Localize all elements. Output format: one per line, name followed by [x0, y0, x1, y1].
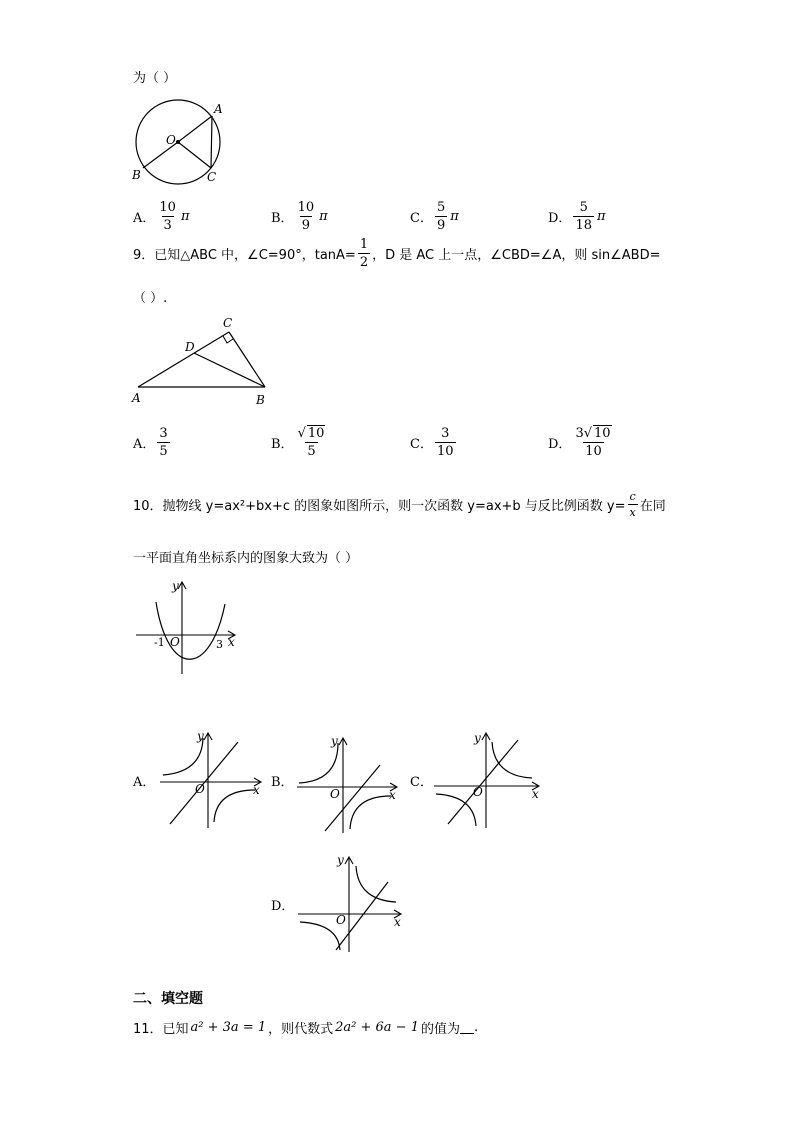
- q10-stem: [133, 491, 666, 518]
- q10-stem-part1: 10．抛物线 y=ax²+bx+c 的图象如图所示，则一次函数 y=ax+b 与反比例函数 y=: [133, 499, 626, 514]
- center-point: [176, 140, 180, 144]
- label-origin: O: [170, 635, 180, 649]
- q9-stem-line2: （ ）.: [133, 291, 168, 306]
- q10-option-a-graph: [158, 728, 268, 830]
- sqrt-sign: √: [583, 426, 593, 441]
- label-root-right: 3: [216, 638, 223, 651]
- q9-option-b[interactable]: [271, 427, 329, 458]
- sqrt-sign: √: [297, 426, 306, 441]
- radius-oc: [178, 142, 211, 168]
- label-origin: O: [330, 787, 340, 801]
- q10-stem-line2: 一平面直角坐标系内的图象大致为（ ）: [133, 551, 359, 566]
- q9-option-c[interactable]: [410, 427, 458, 458]
- label-x: x: [532, 787, 539, 801]
- right-angle-mark: [223, 336, 233, 343]
- side-ac: [138, 332, 229, 387]
- q11-equation: a² + 3a = 1: [190, 1020, 267, 1035]
- q8-option-a[interactable]: [133, 201, 189, 232]
- q10-option-c-graph: [432, 728, 547, 830]
- hyperbola-upper-left: [163, 738, 203, 775]
- answer-blank[interactable]: [460, 1021, 474, 1034]
- label-origin: O: [195, 782, 205, 796]
- hyperbola-upper-left: [299, 743, 338, 783]
- q8-option-c[interactable]: [410, 201, 459, 232]
- label-origin: O: [473, 785, 483, 799]
- q9-stem-part2: ，D 是 AC 上一点，∠CBD=∠A，则 sin∠ABD=: [372, 248, 661, 263]
- label-x: x: [389, 788, 396, 802]
- option-label: B．: [271, 775, 294, 790]
- label-x: x: [228, 635, 235, 649]
- fraction: $\frac{5}{18}$: [575, 200, 592, 233]
- fraction: $\frac{5}{9}$: [436, 200, 446, 233]
- q10-parabola-figure: [130, 578, 245, 678]
- label-y: y: [197, 729, 204, 743]
- q8-option-d[interactable]: [548, 201, 606, 232]
- fraction: $\frac{3}{10}$: [436, 426, 454, 459]
- label-o: O: [166, 133, 176, 147]
- q11-middle: ，则代数式: [268, 1022, 334, 1037]
- q10-option-d-graph: [296, 852, 408, 954]
- label-d: D: [185, 340, 195, 354]
- label-y: y: [172, 579, 179, 593]
- option-label: A．: [133, 775, 156, 790]
- q8-option-b[interactable]: [271, 201, 328, 232]
- label-c: C: [207, 170, 217, 184]
- fraction: $\frac{10}{9}$: [297, 200, 315, 233]
- q11-end: .: [474, 1020, 479, 1035]
- fraction: $\frac{√ 10}{5}$: [297, 426, 325, 459]
- fraction: $\frac{3√ 10}{10}$: [575, 426, 611, 459]
- option-label: C．: [410, 211, 433, 226]
- q11-expression: 2a² + 6a − 1: [335, 1020, 419, 1035]
- option-label: D．: [548, 437, 572, 452]
- hyperbola-lower-right: [214, 790, 255, 822]
- parabola-curve: [156, 602, 225, 659]
- section-title: 二、填空题: [133, 991, 203, 1007]
- option-label: B．: [271, 437, 294, 452]
- option-label: C．: [410, 775, 433, 790]
- label-b: B: [256, 393, 265, 407]
- pi-symbol: π: [319, 209, 328, 224]
- radius-oa: [178, 116, 212, 142]
- q11-suffix: 的值为: [420, 1022, 460, 1037]
- q10-option-b-graph: [295, 733, 405, 835]
- hyperbola-lower-left: [436, 794, 476, 826]
- label-a: A: [214, 102, 223, 116]
- q10-option-d[interactable]: [271, 895, 294, 914]
- label-y: y: [331, 734, 338, 748]
- fraction: $\frac{10}{3}$: [159, 200, 176, 233]
- hyperbola-lower-right: [350, 796, 391, 829]
- option-label: D．: [271, 899, 295, 914]
- label-y: y: [474, 731, 481, 745]
- q10-option-c[interactable]: [410, 771, 433, 790]
- label-y: y: [337, 853, 344, 867]
- cx-fraction: $\frac{c}{x}$: [629, 490, 636, 519]
- q11-prefix: 11．已知: [133, 1022, 189, 1037]
- q9-stem: [133, 238, 660, 269]
- q11-stem: [133, 1018, 478, 1037]
- label-x: x: [253, 783, 260, 797]
- label-origin: O: [336, 913, 346, 927]
- option-label: A．: [133, 211, 156, 226]
- label-x: x: [394, 915, 401, 929]
- option-label: A．: [133, 437, 156, 452]
- label-b: B: [132, 168, 141, 182]
- chord-ac: [211, 116, 212, 168]
- label-root-left: -1: [154, 636, 165, 649]
- q8-circle-figure: [128, 97, 228, 187]
- pi-symbol: π: [450, 209, 459, 224]
- q9-stem-part1: 9．已知△ABC 中，∠C=90°，tanA=: [133, 248, 356, 263]
- q9-triangle-figure: [128, 312, 278, 410]
- tan-fraction: $\frac{1}{2}$: [359, 237, 369, 270]
- q10-stem-part2: 在同: [639, 499, 666, 514]
- line-ax-b: [448, 740, 518, 824]
- q10-option-b[interactable]: [271, 771, 294, 790]
- option-label: C．: [410, 437, 433, 452]
- option-label: D．: [548, 211, 572, 226]
- q9-option-d[interactable]: [548, 427, 616, 458]
- pi-symbol: π: [180, 209, 190, 224]
- q10-option-a[interactable]: [133, 771, 155, 790]
- q8-tail-text: 为（ ）: [133, 71, 177, 86]
- q9-option-a[interactable]: [133, 427, 172, 458]
- option-label: B．: [271, 211, 294, 226]
- pi-symbol: π: [596, 209, 606, 224]
- fraction: $\frac{3}{5}$: [159, 426, 168, 459]
- label-c: C: [223, 316, 233, 330]
- hyperbola-lower-left: [300, 922, 340, 950]
- hyperbola-upper-right: [356, 866, 396, 902]
- label-a: A: [132, 391, 141, 405]
